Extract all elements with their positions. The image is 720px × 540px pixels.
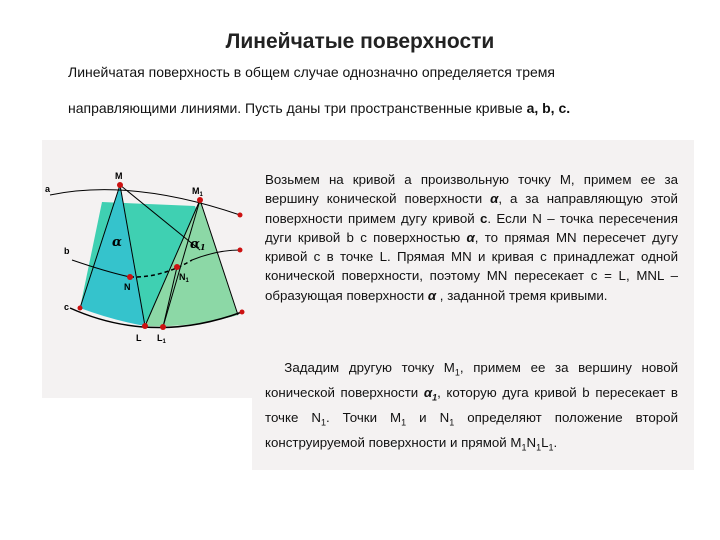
point-l1 bbox=[160, 324, 166, 330]
label-m: M bbox=[115, 171, 123, 181]
point-n bbox=[127, 274, 133, 280]
point-n1 bbox=[174, 264, 180, 270]
intro-line-1: Линейчатая поверхность в общем случае однозначно определяется тремя bbox=[68, 64, 555, 80]
label-b: b bbox=[64, 246, 70, 256]
point-m bbox=[117, 182, 123, 188]
label-alpha: α bbox=[112, 235, 123, 250]
ruled-surface-diagram bbox=[42, 140, 252, 398]
label-l: L bbox=[136, 333, 142, 343]
alpha-symbol: α bbox=[427, 287, 437, 303]
point-c-start bbox=[78, 306, 83, 311]
label-n: N bbox=[124, 282, 131, 292]
label-alpha1: α1 bbox=[190, 237, 206, 252]
point-c-end bbox=[240, 310, 245, 315]
point-a-end bbox=[238, 213, 243, 218]
label-n1: $N_1$ bbox=[179, 272, 189, 284]
intro-curves: a, b, c. bbox=[526, 100, 571, 116]
page-title: Линейчатые поверхности bbox=[225, 30, 495, 53]
alpha-symbol: α bbox=[466, 229, 475, 245]
label-m1: $M_1$ bbox=[192, 186, 203, 198]
intro-line-2 bbox=[68, 100, 570, 116]
label-c: c bbox=[64, 302, 70, 312]
alpha1-symbol: α bbox=[423, 384, 433, 400]
point-l bbox=[142, 323, 148, 329]
label-a: a bbox=[45, 184, 51, 194]
paragraph-1: Возьмем на кривой a произвольную точку M, примем ее за вершину конической поверхности α, а за направляющую этой поверхности примем дугу кривой c. Если N – точка пересечения дуги кривой b с поверхностью α, то прямая MN пересечет дугу кривой с в точке L. Прямая MN и кривая с принадлежат одной конической поверхности, поэтому MN пересекает с = L, MNL – образующая поверхности α , заданной тремя кривыми. bbox=[265, 172, 678, 303]
paragraph-2: Зададим другую точку $M_1$, примем ее за вершину новой конической поверхности $\alpha_1$, которую дуга кривой b пересекает в точке $N_1$. Точки $M_1$ и $N_1$ определяют положение второй конструируемой поверхности и прямой $M_1N_1L_1$. bbox=[265, 360, 679, 453]
point-b-end bbox=[238, 248, 243, 253]
label-l1: $L_1$ bbox=[157, 333, 166, 345]
alpha-symbol: α bbox=[490, 191, 499, 207]
intro-line-2-text: направляющими линиями. Пусть даны три пространственные кривые bbox=[68, 100, 527, 116]
